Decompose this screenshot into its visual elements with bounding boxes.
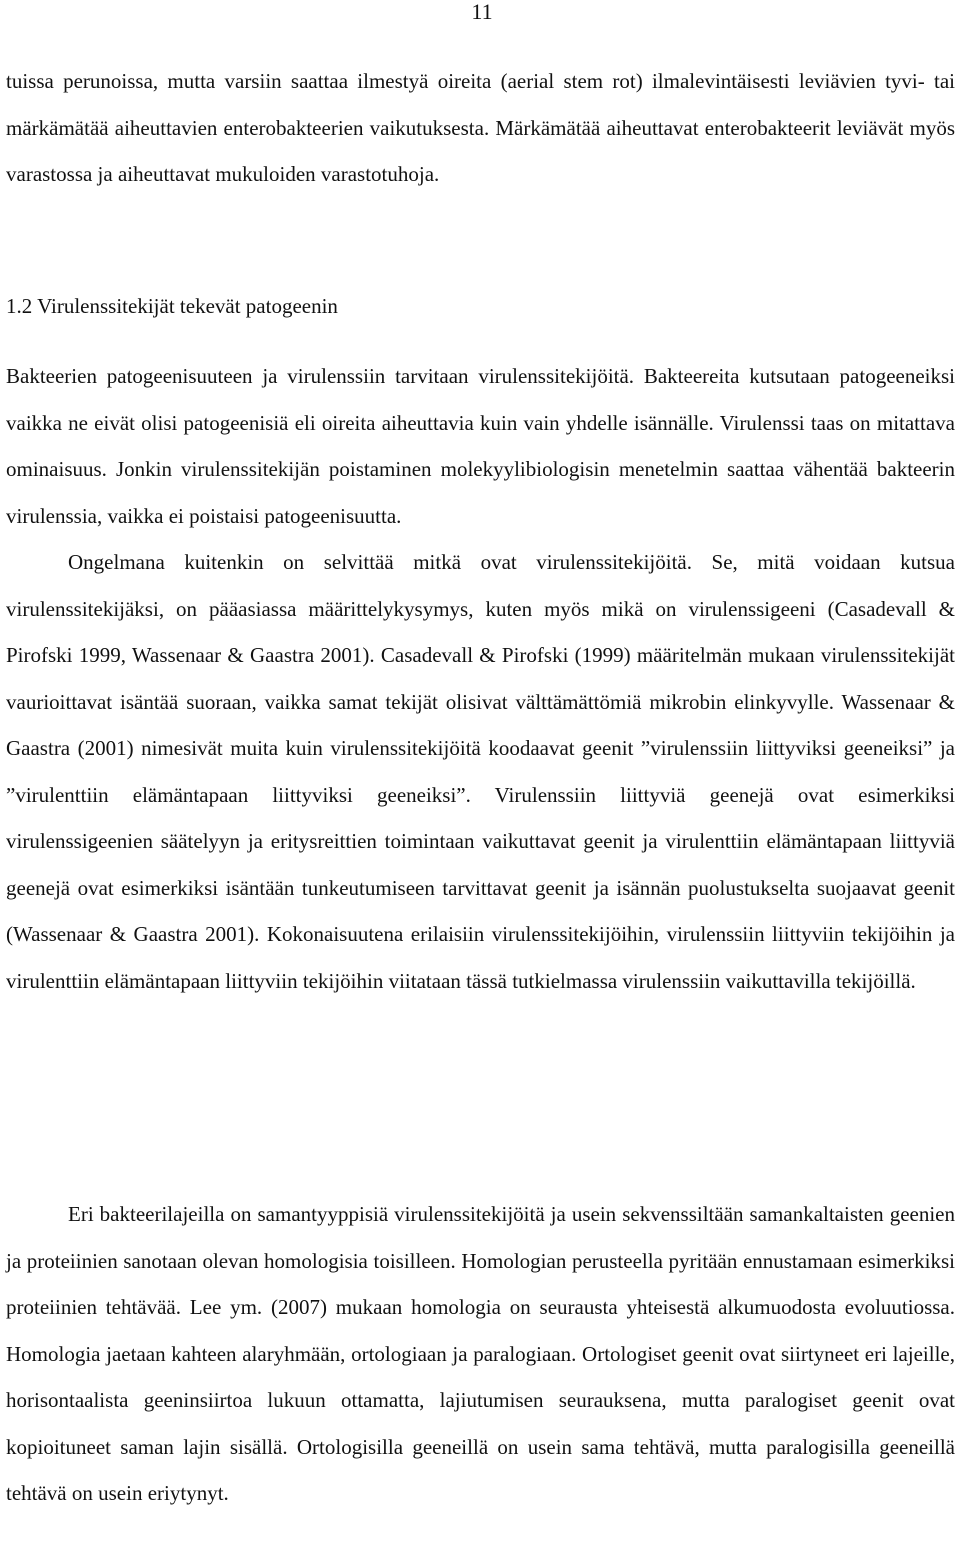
page-number: 11 (471, 0, 493, 24)
paragraph: Bakteerien patogeenisuuteen ja virulenssiin tarvitaan virulenssitekijöitä. Bakteereita kutsutaan patogeeneiksi vaikka ne eivät olisi patogeenisiä eli oireita aiheuttavia kuin vain yhdelle isännälle. Virulenssi taas on mitattava ominaisuus. Jonkin virulenssitekijän poistaminen molekyylibiologisin menetelmin saattaa vähentää bakteerin virulenssia, vaikka ei poistaisi patogeenisuutta. (6, 364, 955, 528)
section-heading: 1.2 Virulenssitekijät tekevät patogeenin (6, 294, 338, 318)
paragraph-intro-continued (6, 58, 955, 198)
paragraph: tuissa perunoissa, mutta varsiin saattaa ilmestyä oireita (aerial stem rot) ilmalevintäisesti leviävien tyvi- tai märkämätää aiheuttavien enterobakteerien vaikutuksesta. Märkämätää aiheuttavat enterobakteerit leviävät myös varastossa ja aiheuttavat mukuloiden varastotuhoja. (6, 69, 955, 186)
section-body (6, 353, 955, 1004)
paragraph: Eri bakteerilajeilla on samantyyppisiä virulenssitekijöitä ja usein sekvenssiltään samankaltaisten geenien ja proteiinien sanotaan olevan homologisia toisilleen. Homologian perusteella pyritään ennustamaan esimerkiksi proteiinien tehtävää. Lee ym. (2007) mukaan homologia on seurausta yhteisestä alkumuodosta evoluutiossa. Homologia jaetaan kahteen alaryhmään, ortologiaan ja paralogiaan. Ortologiset geenit ovat siirtyneet eri lajeille, horisontaalista geeninsiirtoa lukuun ottamatta, lajiutumisen seurauksena, mutta paralogiset geenit ovat kopioituneet saman lajin sisällä. Ortologisilla geeneillä on usein sama tehtävä, mutta paralogisilla geeneillä tehtävä on usein eriytynyt. (6, 1202, 955, 1505)
homology-section (6, 1191, 955, 1517)
paragraph: Ongelmana kuitenkin on selvittää mitkä ovat virulenssitekijöitä. Se, mitä voidaan kutsua virulenssitekijäksi, on pääasiassa määrittelykysymys, kuten myös mikä on virulenssigeeni (Casadevall & Pirofski 1999, Wassenaar & Gaastra 2001). Casadevall & Pirofski (1999) määritelmän mukaan virulenssitekijät vaurioittavat isäntää suoraan, vaikka samat tekijät olisivat välttämättömiä mikrobin elinkyvylle. Wassenaar & Gaastra (2001) nimesivät muita kuin virulenssitekijöitä koodaavat geenit ”virulenssiin liittyviksi geeneiksi” ja ”virulenttiin elämäntapaan liittyviksi geeneiksi”. Virulenssiin liittyviä geenejä ovat esimerkiksi virulenssigeenien säätelyyn ja eritysreittien toimintaan vaikuttavat geenit ja virulenttiin elämäntapaan liittyviä geenejä ovat esimerkiksi isäntään tunkeutumiseen tarvittavat geenit ja isännän puolustukselta suojaavat geenit (Wassenaar & Gaastra 2001). Kokonaisuutena erilaisiin virulenssitekijöihin, virulenssiin liittyviin tekijöihin ja virulenttiin elämäntapaan liittyviin tekijöihin viitataan tässä tutkielmassa virulenssiin vaikuttavilla tekijöillä. (6, 550, 955, 993)
